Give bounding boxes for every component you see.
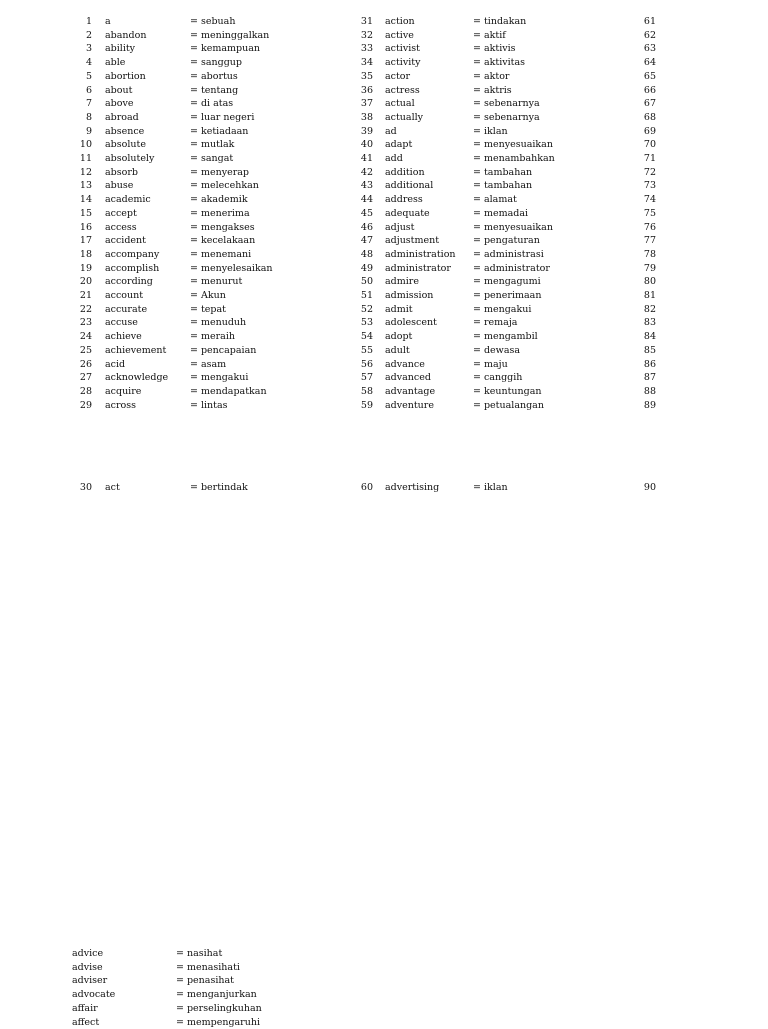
english-word: addition <box>385 166 425 180</box>
english-word: adapt <box>385 138 412 152</box>
entry-number: 71 <box>632 152 656 166</box>
entry-number: 32 <box>349 29 373 43</box>
english-word: acknowledge <box>105 371 168 385</box>
english-word: access <box>105 221 137 235</box>
entry-number: 87 <box>632 371 656 385</box>
entry-number: 29 <box>68 399 92 413</box>
english-word: active <box>385 29 414 43</box>
english-word: achievement <box>105 344 166 358</box>
entry-number: 9 <box>68 125 92 139</box>
entry-number: 58 <box>349 385 373 399</box>
english-word: accuse <box>105 316 138 330</box>
entry-number: 67 <box>632 97 656 111</box>
indonesian-translation: = sebuah <box>190 15 235 29</box>
entry-number: 68 <box>632 111 656 125</box>
entry-number: 38 <box>349 111 373 125</box>
entry-number: 14 <box>68 193 92 207</box>
entry-number: 43 <box>349 179 373 193</box>
english-word: affair <box>72 1002 98 1016</box>
indonesian-translation: = sangat <box>190 152 233 166</box>
english-word: accept <box>105 207 137 221</box>
entry-number: 69 <box>632 125 656 139</box>
indonesian-translation: = menyerap <box>190 166 249 180</box>
english-word: ability <box>105 42 135 56</box>
english-word: adjust <box>385 221 415 235</box>
english-word: advantage <box>385 385 435 399</box>
indonesian-translation: = Akun <box>190 289 226 303</box>
indonesian-translation: = mengambil <box>473 330 538 344</box>
english-word: admit <box>385 303 413 317</box>
indonesian-translation: = bertindak <box>190 481 248 495</box>
indonesian-translation: = alamat <box>473 193 517 207</box>
entry-number: 83 <box>632 316 656 330</box>
english-word: achieve <box>105 330 142 344</box>
indonesian-translation: = menyesuaikan <box>473 221 553 235</box>
entry-number: 75 <box>632 207 656 221</box>
entry-number: 33 <box>349 42 373 56</box>
english-word: accompany <box>105 248 159 262</box>
entry-number: 82 <box>632 303 656 317</box>
indonesian-translation: = menuduh <box>190 316 246 330</box>
entry-number: 10 <box>68 138 92 152</box>
vocab-row <box>0 481 768 495</box>
vocab-row <box>0 29 768 43</box>
vocab-row <box>0 15 768 29</box>
entry-number: 13 <box>68 179 92 193</box>
indonesian-translation: = mengagumi <box>473 275 541 289</box>
english-word: actual <box>385 97 415 111</box>
entry-number: 77 <box>632 234 656 248</box>
entry-number: 90 <box>632 481 656 495</box>
indonesian-translation: = asam <box>190 358 226 372</box>
indonesian-translation: = tepat <box>190 303 226 317</box>
vocab-row <box>0 125 768 139</box>
vocab-row <box>0 974 768 988</box>
english-word: about <box>105 84 132 98</box>
indonesian-translation: = keuntungan <box>473 385 542 399</box>
indonesian-translation: = mengakses <box>190 221 255 235</box>
entry-number: 17 <box>68 234 92 248</box>
vocab-row <box>0 70 768 84</box>
entry-number: 24 <box>68 330 92 344</box>
vocab-row <box>0 275 768 289</box>
entry-number: 37 <box>349 97 373 111</box>
indonesian-translation: = remaja <box>473 316 517 330</box>
english-word: above <box>105 97 133 111</box>
vocab-row <box>0 179 768 193</box>
vocab-row <box>0 248 768 262</box>
vocab-row <box>0 152 768 166</box>
english-word: admire <box>385 275 419 289</box>
vocab-row <box>0 371 768 385</box>
english-word: absorb <box>105 166 138 180</box>
english-word: abuse <box>105 179 133 193</box>
english-word: actually <box>385 111 423 125</box>
entry-number: 3 <box>68 42 92 56</box>
indonesian-translation: = petualangan <box>473 399 544 413</box>
entry-number: 52 <box>349 303 373 317</box>
entry-number: 64 <box>632 56 656 70</box>
entry-number: 47 <box>349 234 373 248</box>
entry-number: 45 <box>349 207 373 221</box>
indonesian-translation: = tambahan <box>473 166 532 180</box>
indonesian-translation: = menyesuaikan <box>473 138 553 152</box>
entry-number: 21 <box>68 289 92 303</box>
entry-number: 72 <box>632 166 656 180</box>
indonesian-translation: = nasihat <box>176 947 222 961</box>
entry-number: 48 <box>349 248 373 262</box>
vocab-row <box>0 344 768 358</box>
indonesian-translation: = penasihat <box>176 974 234 988</box>
indonesian-translation: = menganjurkan <box>176 988 257 1002</box>
english-word: adopt <box>385 330 412 344</box>
english-word: abroad <box>105 111 139 125</box>
english-word: according <box>105 275 153 289</box>
english-word: advocate <box>72 988 115 1002</box>
indonesian-translation: = aktor <box>473 70 509 84</box>
entry-number: 41 <box>349 152 373 166</box>
vocab-row <box>0 42 768 56</box>
entry-number: 73 <box>632 179 656 193</box>
entry-number: 81 <box>632 289 656 303</box>
entry-number: 65 <box>632 70 656 84</box>
english-word: actor <box>385 70 410 84</box>
english-word: adequate <box>385 207 430 221</box>
english-word: add <box>385 152 403 166</box>
vocab-row <box>0 207 768 221</box>
entry-number: 54 <box>349 330 373 344</box>
indonesian-translation: = aktif <box>473 29 506 43</box>
indonesian-translation: = iklan <box>473 481 508 495</box>
entry-number: 8 <box>68 111 92 125</box>
entry-number: 85 <box>632 344 656 358</box>
entry-number: 25 <box>68 344 92 358</box>
entry-number: 22 <box>68 303 92 317</box>
entry-number: 74 <box>632 193 656 207</box>
vocab-row <box>0 262 768 276</box>
vocab-row <box>0 56 768 70</box>
vocab-row <box>0 358 768 372</box>
vocab-row <box>0 385 768 399</box>
indonesian-translation: = luar negeri <box>190 111 254 125</box>
english-word: abandon <box>105 29 146 43</box>
entry-number: 62 <box>632 29 656 43</box>
entry-number: 53 <box>349 316 373 330</box>
entry-number: 15 <box>68 207 92 221</box>
indonesian-translation: = perselingkuhan <box>176 1002 262 1016</box>
indonesian-translation: = aktris <box>473 84 512 98</box>
english-word: advertising <box>385 481 439 495</box>
entry-number: 6 <box>68 84 92 98</box>
entry-number: 28 <box>68 385 92 399</box>
indonesian-translation: = tentang <box>190 84 238 98</box>
entry-number: 49 <box>349 262 373 276</box>
entry-number: 60 <box>349 481 373 495</box>
english-word: adjustment <box>385 234 439 248</box>
english-word: advance <box>385 358 425 372</box>
vocab-row <box>0 289 768 303</box>
entry-number: 76 <box>632 221 656 235</box>
vocab-row <box>0 303 768 317</box>
english-word: additional <box>385 179 433 193</box>
english-word: adult <box>385 344 410 358</box>
entry-number: 26 <box>68 358 92 372</box>
vocab-row <box>0 1002 768 1016</box>
entry-number: 42 <box>349 166 373 180</box>
vocab-row <box>0 1016 768 1029</box>
entry-number: 31 <box>349 15 373 29</box>
entry-number: 34 <box>349 56 373 70</box>
vocab-row <box>0 330 768 344</box>
indonesian-translation: = abortus <box>190 70 238 84</box>
indonesian-translation: = kemampuan <box>190 42 260 56</box>
english-word: advanced <box>385 371 431 385</box>
indonesian-translation: = canggih <box>473 371 522 385</box>
entry-number: 2 <box>68 29 92 43</box>
entry-number: 89 <box>632 399 656 413</box>
english-word: affect <box>72 1016 99 1029</box>
english-word: action <box>385 15 415 29</box>
indonesian-translation: = menambahkan <box>473 152 555 166</box>
entry-number: 61 <box>632 15 656 29</box>
indonesian-translation: = memadai <box>473 207 528 221</box>
indonesian-translation: = tindakan <box>473 15 526 29</box>
english-word: absence <box>105 125 144 139</box>
english-word: account <box>105 289 143 303</box>
indonesian-translation: = menurut <box>190 275 242 289</box>
vocab-row <box>0 84 768 98</box>
english-word: activity <box>385 56 420 70</box>
entry-number: 35 <box>349 70 373 84</box>
indonesian-translation: = maju <box>473 358 508 372</box>
english-word: actress <box>385 84 420 98</box>
english-word: accurate <box>105 303 147 317</box>
english-word: academic <box>105 193 151 207</box>
indonesian-translation: = meninggalkan <box>190 29 269 43</box>
vocab-row <box>0 316 768 330</box>
entry-number: 78 <box>632 248 656 262</box>
indonesian-translation: = menerima <box>190 207 250 221</box>
entry-number: 66 <box>632 84 656 98</box>
vocab-row <box>0 221 768 235</box>
vocab-row <box>0 138 768 152</box>
indonesian-translation: = administrator <box>473 262 550 276</box>
indonesian-translation: = menasihati <box>176 961 240 975</box>
english-word: adventure <box>385 399 434 413</box>
entry-number: 18 <box>68 248 92 262</box>
entry-number: 55 <box>349 344 373 358</box>
entry-number: 30 <box>68 481 92 495</box>
indonesian-translation: = mengakui <box>473 303 531 317</box>
indonesian-translation: = sanggup <box>190 56 242 70</box>
entry-number: 46 <box>349 221 373 235</box>
english-word: accomplish <box>105 262 159 276</box>
vocab-row <box>0 399 768 413</box>
entry-number: 70 <box>632 138 656 152</box>
entry-number: 4 <box>68 56 92 70</box>
english-word: absolute <box>105 138 146 152</box>
entry-number: 86 <box>632 358 656 372</box>
indonesian-translation: = di atas <box>190 97 233 111</box>
indonesian-translation: = sebenarnya <box>473 111 540 125</box>
indonesian-translation: = ketiadaan <box>190 125 248 139</box>
entry-number: 56 <box>349 358 373 372</box>
vocab-row <box>0 97 768 111</box>
entry-number: 1 <box>68 15 92 29</box>
entry-number: 36 <box>349 84 373 98</box>
vocab-row <box>0 947 768 961</box>
entry-number: 40 <box>349 138 373 152</box>
indonesian-translation: = administrasi <box>473 248 544 262</box>
entry-number: 16 <box>68 221 92 235</box>
vocab-row <box>0 193 768 207</box>
indonesian-translation: = pencapaian <box>190 344 256 358</box>
entry-number: 79 <box>632 262 656 276</box>
english-word: advise <box>72 961 103 975</box>
english-word: acid <box>105 358 125 372</box>
entry-number: 63 <box>632 42 656 56</box>
indonesian-translation: = sebenarnya <box>473 97 540 111</box>
entry-number: 27 <box>68 371 92 385</box>
english-word: administrator <box>385 262 451 276</box>
entry-number: 11 <box>68 152 92 166</box>
indonesian-translation: = menemani <box>190 248 251 262</box>
indonesian-translation: = mendapatkan <box>190 385 267 399</box>
indonesian-translation: = tambahan <box>473 179 532 193</box>
vocab-row <box>0 234 768 248</box>
entry-number: 23 <box>68 316 92 330</box>
english-word: acquire <box>105 385 141 399</box>
entry-number: 39 <box>349 125 373 139</box>
entry-number: 7 <box>68 97 92 111</box>
indonesian-translation: = menyelesaikan <box>190 262 273 276</box>
indonesian-translation: = iklan <box>473 125 508 139</box>
entry-number: 84 <box>632 330 656 344</box>
indonesian-translation: = mempengaruhi <box>176 1016 260 1029</box>
indonesian-translation: = penerimaan <box>473 289 541 303</box>
indonesian-translation: = melecehkan <box>190 179 259 193</box>
indonesian-translation: = mengakui <box>190 371 248 385</box>
indonesian-translation: = aktivis <box>473 42 516 56</box>
indonesian-translation: = kecelakaan <box>190 234 255 248</box>
english-word: able <box>105 56 125 70</box>
vocab-row <box>0 961 768 975</box>
english-word: across <box>105 399 136 413</box>
english-word: act <box>105 481 120 495</box>
entry-number: 51 <box>349 289 373 303</box>
vocab-row <box>0 988 768 1002</box>
english-word: admission <box>385 289 433 303</box>
english-word: activist <box>385 42 420 56</box>
vocab-row <box>0 166 768 180</box>
entry-number: 44 <box>349 193 373 207</box>
entry-number: 80 <box>632 275 656 289</box>
indonesian-translation: = dewasa <box>473 344 520 358</box>
indonesian-translation: = aktivitas <box>473 56 525 70</box>
entry-number: 57 <box>349 371 373 385</box>
entry-number: 19 <box>68 262 92 276</box>
entry-number: 12 <box>68 166 92 180</box>
english-word: accident <box>105 234 146 248</box>
english-word: advice <box>72 947 103 961</box>
english-word: a <box>105 15 111 29</box>
english-word: administration <box>385 248 456 262</box>
indonesian-translation: = meraih <box>190 330 235 344</box>
indonesian-translation: = akademik <box>190 193 248 207</box>
english-word: address <box>385 193 423 207</box>
english-word: abortion <box>105 70 146 84</box>
indonesian-translation: = lintas <box>190 399 228 413</box>
english-word: adolescent <box>385 316 437 330</box>
english-word: adviser <box>72 974 107 988</box>
vocab-row <box>0 111 768 125</box>
indonesian-translation: = mutlak <box>190 138 234 152</box>
entry-number: 5 <box>68 70 92 84</box>
entry-number: 88 <box>632 385 656 399</box>
english-word: absolutely <box>105 152 154 166</box>
english-word: ad <box>385 125 397 139</box>
entry-number: 50 <box>349 275 373 289</box>
entry-number: 20 <box>68 275 92 289</box>
indonesian-translation: = pengaturan <box>473 234 540 248</box>
entry-number: 59 <box>349 399 373 413</box>
